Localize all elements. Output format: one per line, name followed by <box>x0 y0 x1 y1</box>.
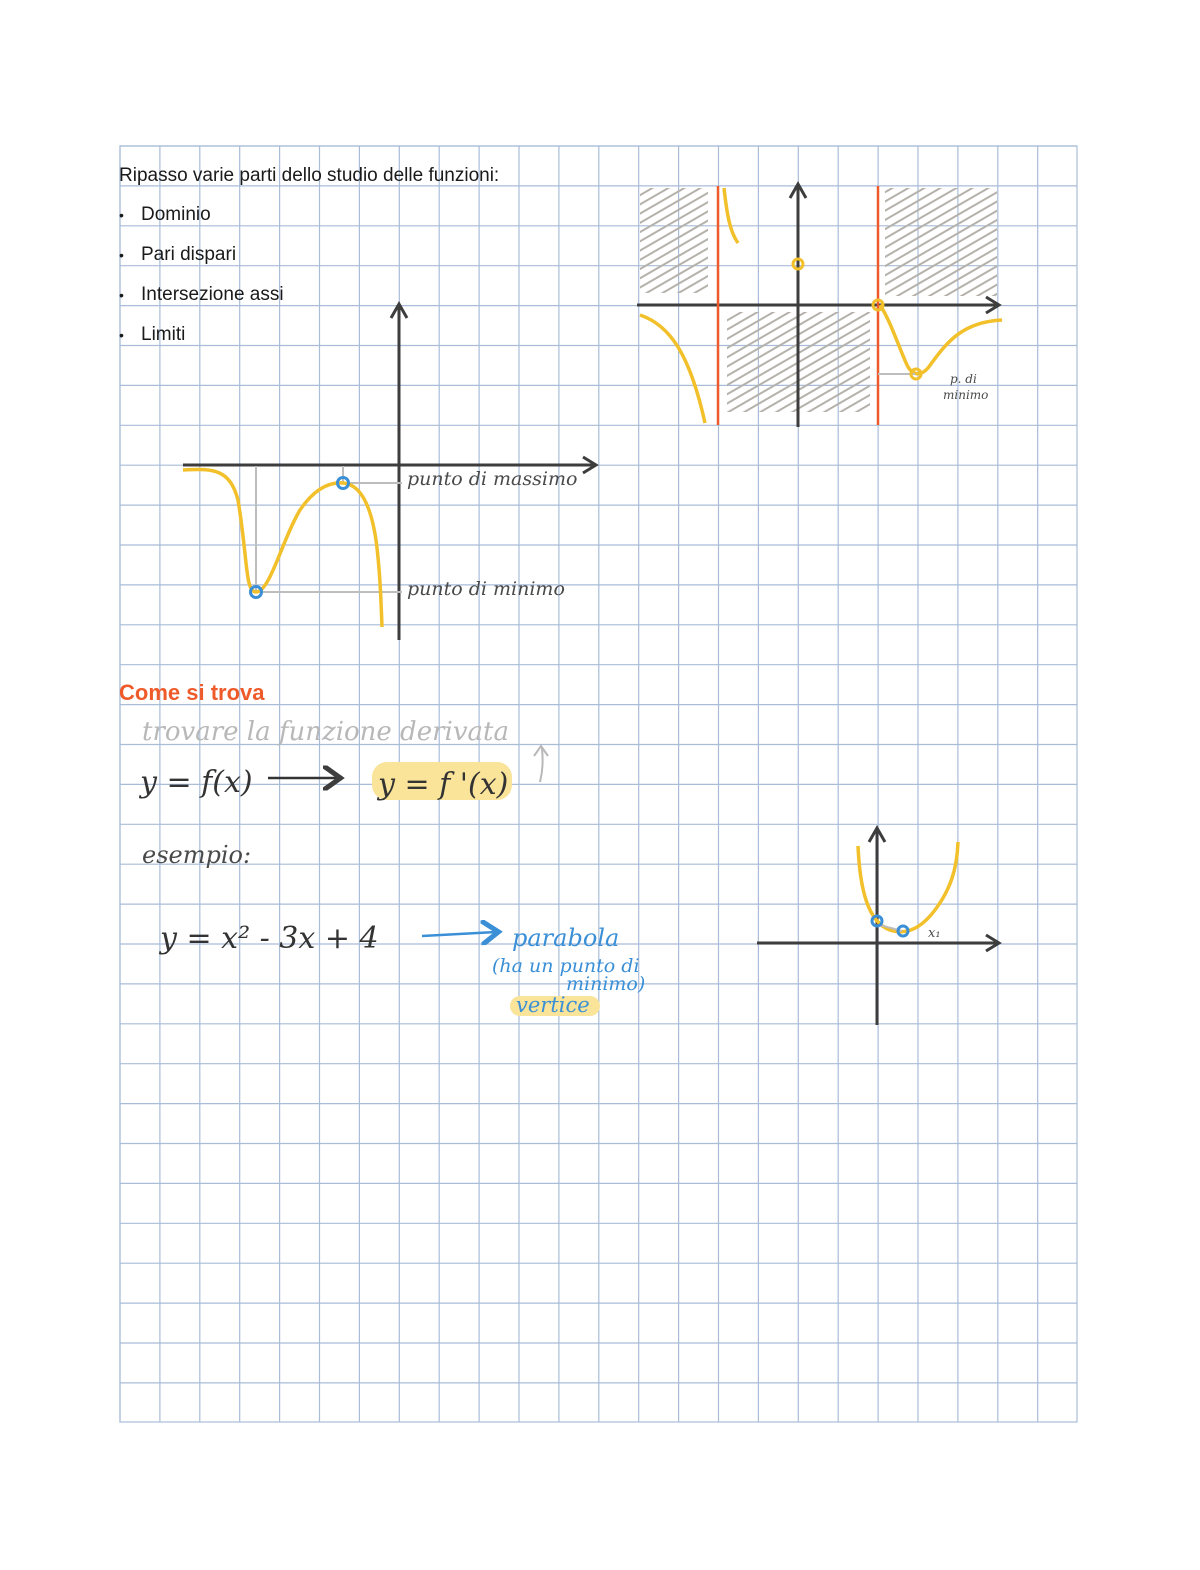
formula-derivative: y = f '(x) <box>378 767 509 802</box>
handwritten-notes <box>138 717 645 1017</box>
function-curve <box>724 188 738 243</box>
example-formula: y = x² - 3x + 4 <box>160 921 379 956</box>
formula-function: y = f(x) <box>140 765 253 800</box>
instruction-text: trovare la funzione derivata <box>142 717 509 747</box>
arrow-up-mark <box>534 746 548 782</box>
parabola-note: minimo) <box>566 973 646 995</box>
parabola-label: parabola <box>512 924 620 952</box>
function-curve <box>640 315 705 423</box>
arrow <box>422 932 496 936</box>
hatched-region <box>885 188 997 296</box>
example-label: esempio: <box>142 841 252 869</box>
parabola-note: (ha un punto di <box>492 955 640 977</box>
max-label: punto di massimo <box>407 468 578 490</box>
list-item: • Dominio <box>119 204 211 225</box>
x-label: x₁ <box>928 926 941 941</box>
hatched-region <box>640 188 708 293</box>
min-label: p. di <box>950 372 977 386</box>
min-label: punto di minimo <box>407 578 565 600</box>
graph-max-min <box>183 304 596 640</box>
vertex-label: vertice <box>516 993 590 1017</box>
graph-asymptotes <box>637 184 1002 427</box>
function-curve <box>880 305 1002 374</box>
min-label: minimo <box>943 388 989 402</box>
list-item: • Pari dispari <box>119 244 237 265</box>
list-item: • Intersezione assi <box>119 284 284 305</box>
list-item: • Limiti <box>119 324 186 345</box>
section-heading: Come si trova <box>119 680 265 705</box>
function-curve <box>183 469 382 627</box>
graph-parabola <box>757 828 999 1025</box>
notes-title: Ripasso varie parti dello studio delle funzioni: <box>119 165 500 186</box>
